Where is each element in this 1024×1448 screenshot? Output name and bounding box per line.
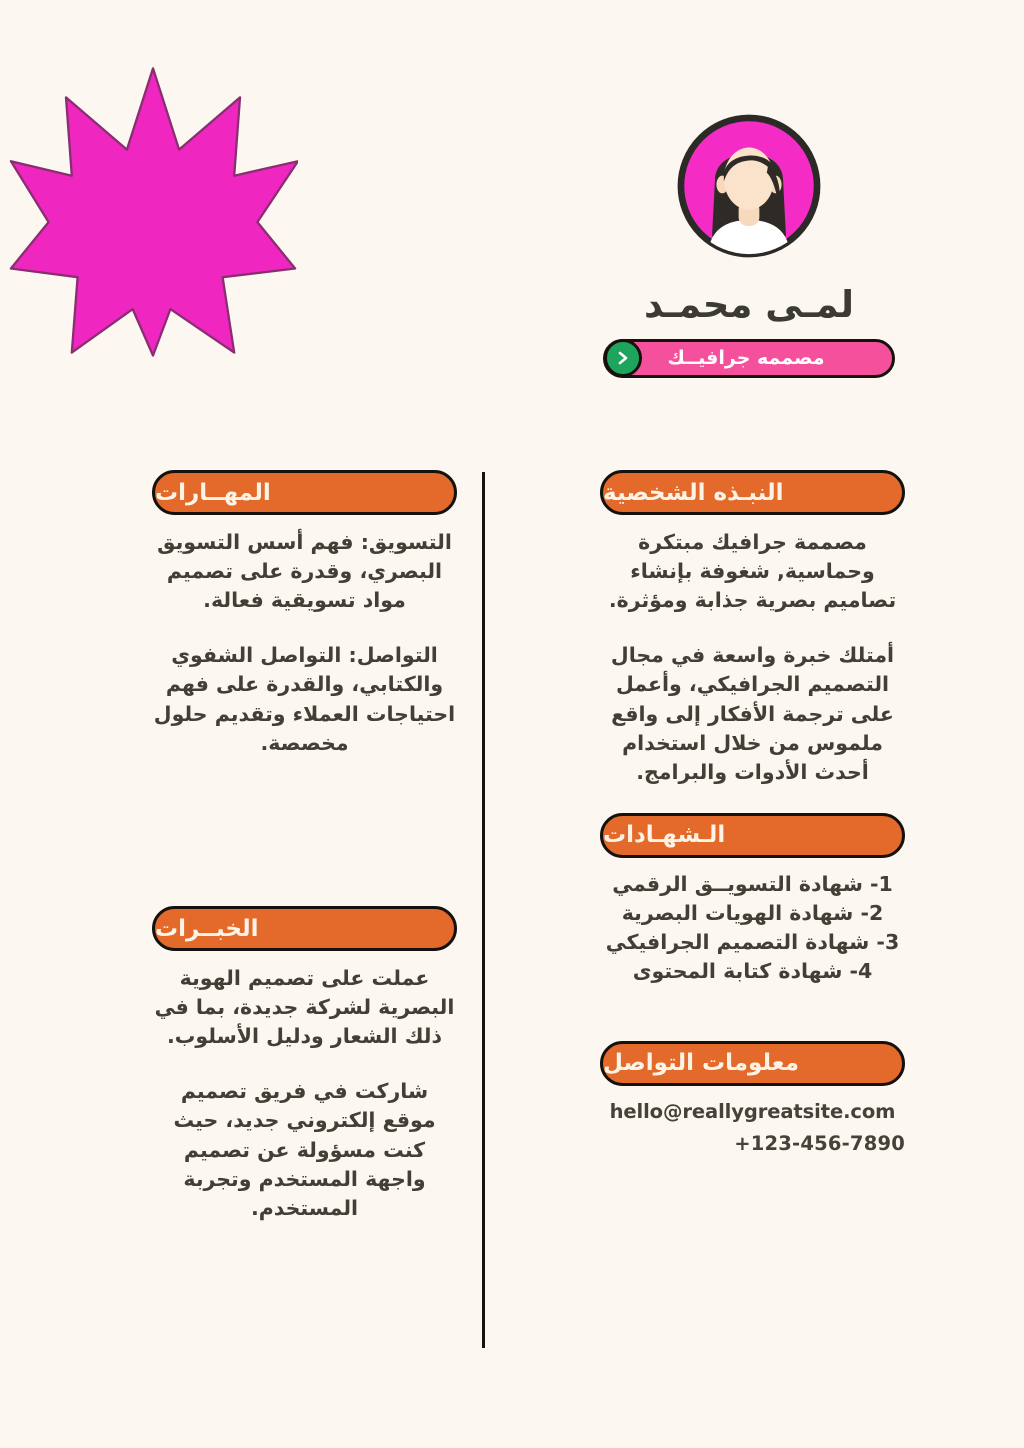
section-header-experience: الخبــرات [152,906,457,951]
right-column [600,470,905,1155]
section-contact [600,1041,905,1155]
skills-body: التسويق: فهم أسس التسويق البصري، وقدرة على تصميم مواد تسويقية فعالة. التواصل: التواصل الشفوي والكتابي، والقدرة على فهم احتياجات العملاء وتقديم حلول مخصصة. [153,530,456,755]
section-summary [600,470,905,787]
contact-details [600,1100,905,1155]
spacer [600,1007,905,1041]
profile-avatar [675,112,823,260]
list-item: 1- شهادة التسويــق الرقمي [612,871,893,896]
phone-value[interactable]: +123-456-7890 [734,1131,905,1155]
list-item: 2- شهادة الهويات البصرية [621,900,884,925]
role-badge [603,339,895,378]
list-item: 3- شهادة التصميم الجرافيكي [605,930,900,955]
section-header-certificates: الـشهـادات [600,813,905,858]
chevron-right-icon[interactable] [604,339,642,377]
list-item: 4- شهادة كتابة المحتوى [632,959,873,984]
section-header-summary: النبـذه الشخصية [600,470,905,515]
identity-header [584,112,914,378]
star-burst-decoration [8,58,298,363]
left-column [152,470,457,1223]
certificates-list [600,870,905,986]
experience-body: عملت على تصميم الهوية البصرية لشركة جديدة، بما في ذلك الشعار ودليل الأسلوب. شاركت في فريق تصميم موقع إلكتروني جديد، حيث كنت مسؤولة عن تصميم واجهة المستخدم وتجربة المستخدم. [154,966,455,1220]
section-header-contact: معلومات التواصل [600,1041,905,1086]
email-value[interactable]: hello@reallygreatsite.com [609,1099,896,1123]
section-certificates [600,813,905,986]
column-divider [482,472,485,1348]
summary-body: مصممة جرافيك مبتكرة وحماسية, شغوفة بإنشاء تصاميم بصرية جذابة ومؤثرة. أمتلك خبرة واسعة في مجال التصميم الجرافيكي، وأعمل على ترجمة الأفكار إلى واقع ملموس من خلال استخدام أحدث الأدوات والبرامج. [608,530,897,784]
role-label: مصممه جرافيــك [667,347,825,370]
spacer [600,787,905,813]
page-title: لمـى محمـد [643,283,855,326]
section-experience [152,906,457,1223]
section-header-skills: المهــارات [152,470,457,515]
section-skills [152,470,457,906]
